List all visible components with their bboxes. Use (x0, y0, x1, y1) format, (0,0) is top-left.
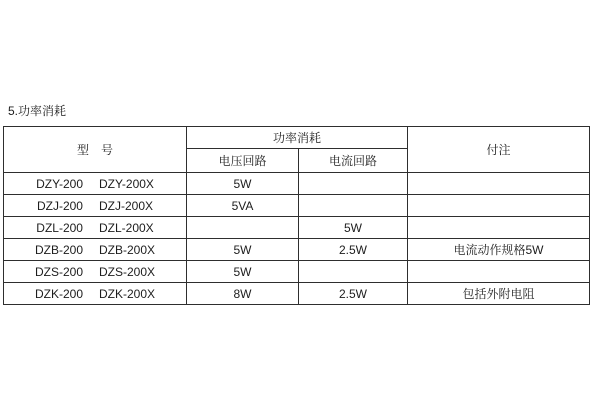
model-name: DZJ-200X (98, 198, 154, 213)
model-pair (6, 243, 184, 257)
model-cell (4, 217, 187, 239)
model-name: DZS-200X (99, 264, 156, 279)
model-pair (6, 199, 184, 213)
note-cell (408, 195, 590, 217)
model-name: DZL-200 (36, 220, 83, 235)
voltage-cell: 5VA (187, 195, 299, 217)
header-voltage-circuit: 电压回路 (187, 149, 299, 173)
current-cell: 5W (299, 217, 408, 239)
table-row (4, 217, 590, 239)
table-row (4, 173, 590, 195)
model-pair (6, 221, 184, 235)
note-cell (408, 173, 590, 195)
voltage-cell (187, 217, 299, 239)
current-cell (299, 261, 408, 283)
model-pair (6, 177, 184, 191)
table-row (4, 239, 590, 261)
model-name: DZL-200X (98, 220, 154, 235)
model-pair (6, 265, 184, 279)
model-name: DZY-200 (36, 176, 83, 191)
note-cell: 包括外附电阻 (408, 283, 590, 305)
table-row (4, 283, 590, 305)
model-name: DZB-200 (34, 242, 83, 257)
section-heading: 5.功率消耗 (8, 104, 67, 118)
voltage-cell: 5W (187, 173, 299, 195)
power-consumption-table (3, 126, 590, 305)
header-notes: 付注 (408, 127, 590, 173)
model-name: DZK-200 (34, 286, 83, 301)
voltage-cell: 8W (187, 283, 299, 305)
current-cell: 2.5W (299, 239, 408, 261)
header-row-top (4, 127, 590, 149)
model-name: DZY-200X (99, 176, 154, 191)
header-power-group: 功率消耗 (187, 127, 408, 149)
model-cell (4, 239, 187, 261)
table-row (4, 261, 590, 283)
voltage-cell: 5W (187, 239, 299, 261)
model-name: DZB-200X (99, 242, 156, 257)
model-name: DZJ-200 (36, 198, 83, 213)
table-row (4, 195, 590, 217)
model-cell (4, 283, 187, 305)
model-name: DZK-200X (99, 286, 156, 301)
current-cell: 2.5W (299, 283, 408, 305)
note-cell (408, 261, 590, 283)
model-name: DZS-200 (34, 264, 83, 279)
model-cell (4, 261, 187, 283)
header-model: 型 号 (4, 127, 187, 173)
model-pair (6, 287, 184, 301)
current-cell (299, 195, 408, 217)
header-current-circuit: 电流回路 (299, 149, 408, 173)
current-cell (299, 173, 408, 195)
note-cell (408, 217, 590, 239)
voltage-cell: 5W (187, 261, 299, 283)
model-cell (4, 173, 187, 195)
note-cell: 电流动作规格5W (408, 239, 590, 261)
model-cell (4, 195, 187, 217)
